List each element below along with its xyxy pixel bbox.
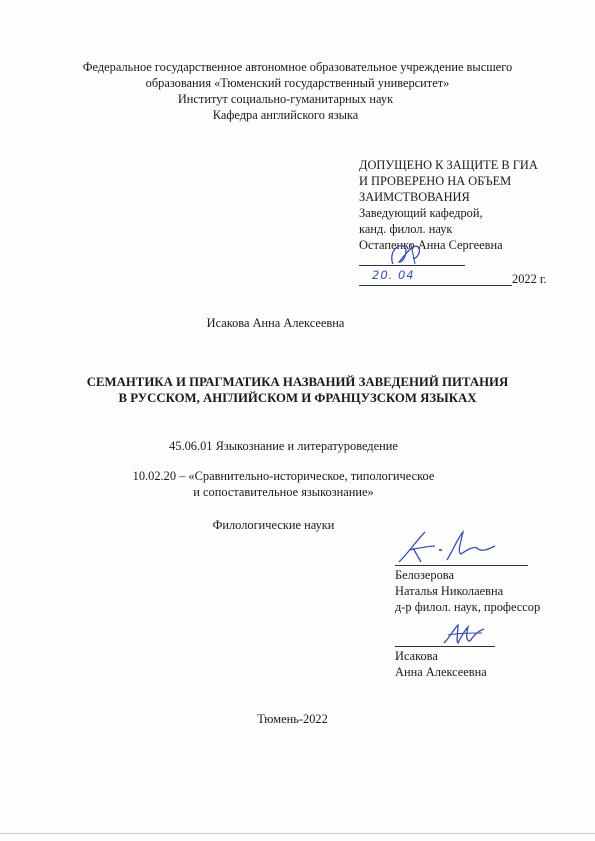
approval-signature-image bbox=[385, 238, 445, 268]
student-given-name: Анна Алексеевна bbox=[395, 665, 487, 679]
supervisor-signature-image bbox=[395, 528, 505, 566]
supervisor-surname: Белозерова bbox=[395, 568, 454, 582]
supervisor-degree: д-р филол. наук, профессор bbox=[395, 600, 541, 614]
student-signature-image bbox=[440, 621, 490, 649]
approval-position: Заведующий кафедрой, bbox=[359, 206, 483, 220]
supervisor-given-name: Наталья Николаевна bbox=[395, 584, 504, 598]
supervisor-signature-line bbox=[395, 565, 528, 566]
header-department: Кафедра английского языка bbox=[212, 108, 359, 122]
student-signature-line bbox=[395, 646, 495, 647]
approval-degree: канд. филол. наук bbox=[359, 222, 453, 236]
approval-year: 2022 г. bbox=[512, 272, 547, 286]
approval-line2: И ПРОВЕРЕНО НА ОБЪЕМ bbox=[359, 174, 512, 188]
thesis-title-line1: СЕМАНТИКА И ПРАГМАТИКА НАЗВАНИЙ ЗАВЕДЕНИЙ ПИТАНИЯ bbox=[86, 375, 509, 389]
header-institute: Институт социально-гуманитарных наук bbox=[177, 92, 394, 106]
scan-edge-line bbox=[0, 833, 595, 834]
thesis-title-line2: В РУССКОМ, АНГЛИЙСКОМ И ФРАНЦУЗСКОМ ЯЗЫКАХ bbox=[118, 391, 477, 405]
specialty-line1: 10.02.20 – «Сравнительно-историческое, типологическое bbox=[132, 469, 435, 483]
approval-name: Остапенко Анна Сергеевна bbox=[359, 238, 503, 252]
approval-line3: ЗАИМСТВОВАНИЯ bbox=[359, 190, 470, 204]
approval-line1: ДОПУЩЕНО К ЗАЩИТЕ В ГИА bbox=[359, 158, 538, 172]
program-code: 45.06.01 Языкознание и литературоведение bbox=[169, 439, 398, 453]
header-university-line1: Федеральное государственное автономное образовательное учреждение высшего bbox=[82, 60, 513, 74]
science-field: Филологические науки bbox=[212, 518, 335, 532]
student-surname: Исакова bbox=[395, 649, 438, 663]
author-name: Исакова Анна Алексеевна bbox=[206, 316, 345, 330]
approval-date-line bbox=[359, 285, 512, 286]
specialty-line2: и сопоставительное языкознание» bbox=[193, 485, 374, 499]
approval-handwritten-date: 20. 04 bbox=[372, 268, 415, 282]
header-university-line2: образования «Тюменский государственный университет» bbox=[145, 76, 450, 90]
city-year: Тюмень-2022 bbox=[257, 712, 328, 726]
